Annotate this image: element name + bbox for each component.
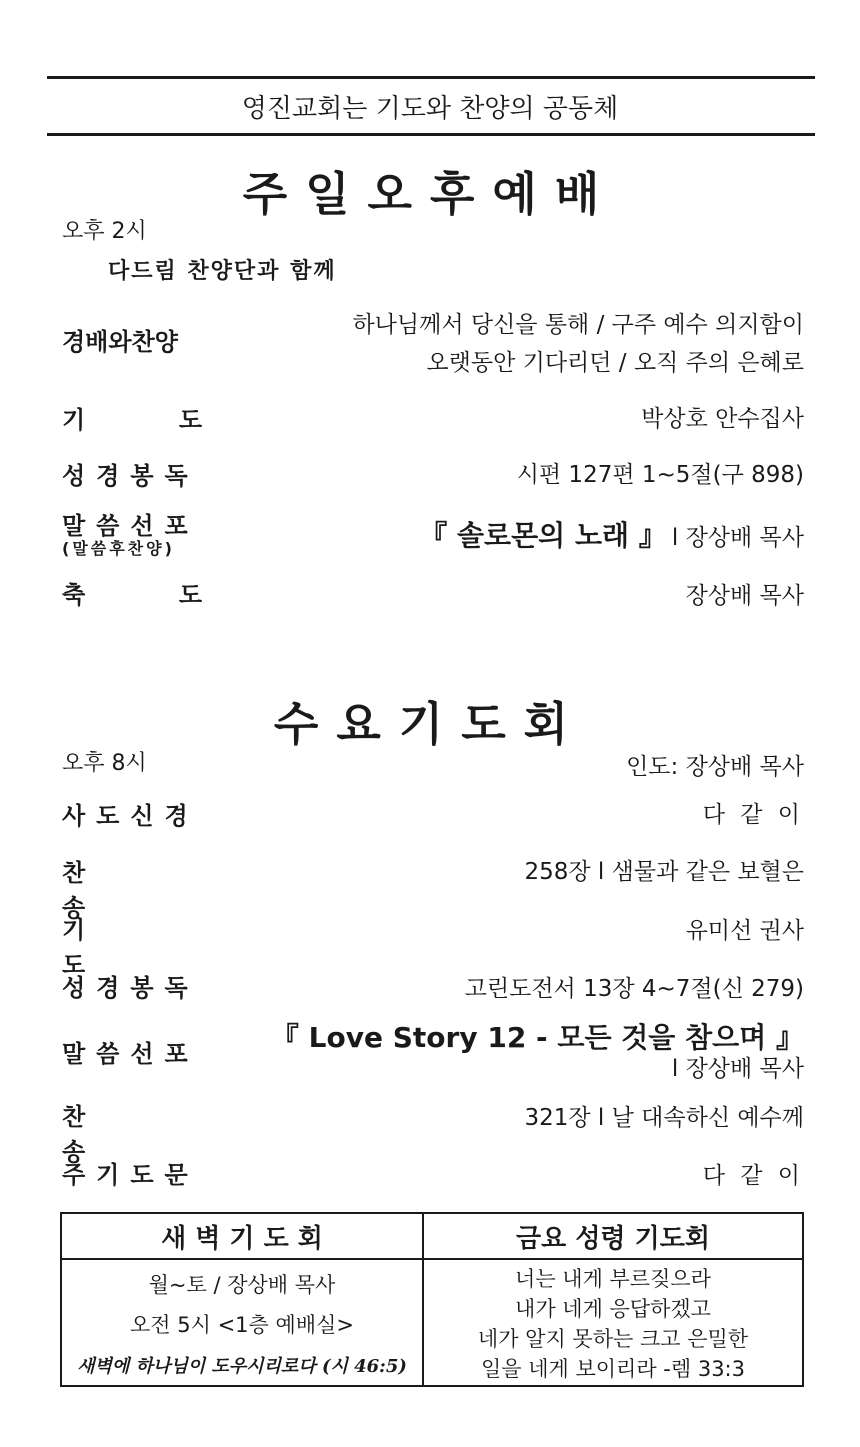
benediction-label <box>62 575 202 610</box>
prayer-label <box>62 400 202 435</box>
sermon-sublabel: (말씀후찬양) <box>62 539 175 558</box>
hymn-label-1: 찬송 <box>62 859 168 922</box>
hymn-value-1: 258장 l 샘물과 같은 보혈은 <box>524 859 804 885</box>
dawn-schedule: 월~토 / 장상배 목사 <box>148 1273 336 1297</box>
worship-songs-line2: 오랫동안 기다리던 / 오직 주의 은혜로 <box>426 350 804 376</box>
motto-bottom-rule <box>47 133 815 136</box>
wed-sermon-preacher: l 장상배 목사 <box>671 1056 804 1082</box>
sermon-label: 말씀선포 <box>62 512 199 540</box>
top-rule <box>47 76 815 79</box>
benediction-minister: 장상배 목사 <box>685 583 804 609</box>
prayer-meetings-box <box>60 1212 804 1387</box>
friday-prayer-cell <box>423 1259 803 1386</box>
wednesday-service-title: 수요기도회 <box>273 697 587 751</box>
dawn-prayer-cell <box>61 1259 423 1386</box>
wed-sermon-title-text: 『 Love Story 12 - 모든 것을 참으며 』 <box>270 1021 804 1054</box>
wed-sermon-label: 말씀선포 <box>62 1040 199 1068</box>
hymn-value-2: 321장 l 날 대속하신 예수께 <box>524 1105 804 1131</box>
wed-prayer-leader: 유미선 권사 <box>685 918 804 944</box>
wed-prayer-label: 기도 <box>62 916 168 979</box>
creed-label: 사도신경 <box>62 802 199 830</box>
church-motto: 영진교회는 기도와 찬양의 공동체 <box>241 94 619 124</box>
friday-verse-line4: 일을 네게 보이리라 -렘 33:3 <box>480 1357 745 1381</box>
choir-note: 다드림 찬양단과 함께 <box>108 259 337 284</box>
hymn-label-2: 찬송 <box>62 1103 168 1166</box>
scripture-reading: 시편 127편 1~5절(구 898) <box>516 462 804 488</box>
sermon-line <box>419 514 804 554</box>
prayer-label-text: 기 도 <box>62 406 202 434</box>
dawn-verse: 새벽에 하나님이 도우시리로다 (시 46:5) <box>77 1356 407 1377</box>
friday-verse-line1: 너는 내게 부르짖으라 <box>515 1267 711 1291</box>
worship-label: 경배와찬양 <box>62 328 178 356</box>
dawn-prayer-header: 새 벽 기 도 회 <box>61 1213 423 1259</box>
lords-prayer-value: 다 같 이 <box>702 1163 804 1189</box>
prayer-leader: 박상호 안수집사 <box>641 406 804 432</box>
friday-verse-line3: 네가 알지 못하는 크고 은밀한 <box>477 1327 749 1351</box>
wednesday-time: 오후 8시 <box>62 751 147 776</box>
benediction-label-text: 축 도 <box>62 581 202 609</box>
wed-scripture-reading: 고린도전서 13장 4~7절(신 279) <box>464 976 804 1002</box>
dawn-time-place: 오전 5시 <1층 예배실> <box>130 1313 354 1337</box>
wed-scripture-label: 성경봉독 <box>62 974 199 1002</box>
sermon-title: 『 솔로몬의 노래 』 <box>419 519 667 552</box>
afternoon-time: 오후 2시 <box>62 219 147 244</box>
scripture-label: 성경봉독 <box>62 462 199 490</box>
friday-prayer-header: 금요 성령 기도회 <box>423 1213 803 1259</box>
wednesday-leader: 인도: 장상배 목사 <box>626 754 804 780</box>
lords-prayer-label: 주기도문 <box>62 1161 199 1189</box>
creed-value: 다 같 이 <box>702 802 804 828</box>
worship-songs-line1: 하나님께서 당신을 통해 / 구주 예수 의지함이 <box>352 312 804 338</box>
sermon-preacher: l 장상배 목사 <box>671 525 804 551</box>
friday-verse-line2: 내가 네게 응답하겠고 <box>515 1297 711 1321</box>
afternoon-service-title: 주일오후예배 <box>242 167 618 221</box>
